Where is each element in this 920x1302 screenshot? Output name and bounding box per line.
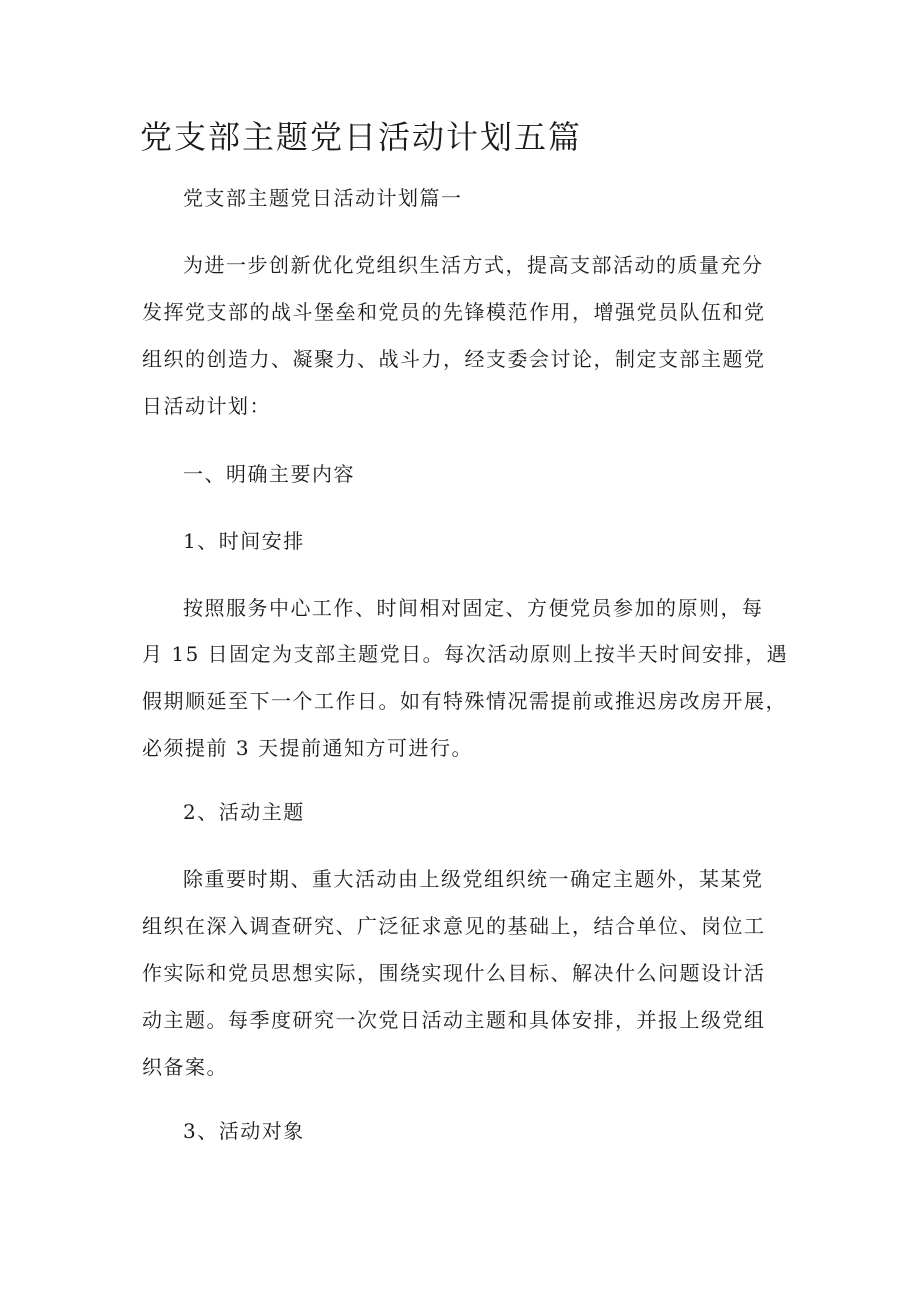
- section-heading: 党支部主题党日活动计划篇一: [183, 186, 463, 210]
- intro-line: 日活动计划：: [142, 394, 271, 418]
- heading-1: 一、明确主要内容: [183, 462, 355, 486]
- item-2-body-line: 作实际和党员思想实际，围绕实现什么目标、解决什么问题设计活: [142, 961, 766, 985]
- intro-line: 组织的创造力、凝聚力、战斗力，经支委会讨论，制定支部主题党: [142, 347, 766, 371]
- document-title: 党支部主题党日活动计划五篇: [140, 118, 583, 156]
- item-2-body-line: 组织在深入调查研究、广泛征求意见的基础上，结合单位、岗位工: [142, 914, 766, 938]
- item-2-title: 2、活动主题: [183, 800, 305, 824]
- item-1-body-line: 月 15 日固定为支部主题党日。每次活动原则上按半天时间安排，遇: [142, 642, 789, 666]
- intro-line: 发挥党支部的战斗堡垒和党员的先锋模范作用，增强党员队伍和党: [142, 300, 766, 324]
- item-3-title: 3、活动对象: [183, 1119, 305, 1143]
- item-1-title: 1、时间安排: [183, 529, 305, 553]
- item-2-body-line: 织备案。: [142, 1055, 228, 1079]
- intro-line: 为进一步创新优化党组织生活方式，提高支部活动的质量充分: [183, 253, 764, 277]
- item-2-body-line: 除重要时期、重大活动由上级党组织统一确定主题外，某某党: [183, 867, 764, 891]
- item-1-body-line: 按照服务中心工作、时间相对固定、方便党员参加的原则，每: [183, 596, 764, 620]
- item-2-body-line: 动主题。每季度研究一次党日活动主题和具体安排，并报上级党组: [142, 1008, 766, 1032]
- item-1-body-line: 假期顺延至下一个工作日。如有特殊情况需提前或推迟房改房开展，: [142, 689, 787, 713]
- item-1-body-line: 必须提前 3 天提前通知方可进行。: [142, 736, 473, 760]
